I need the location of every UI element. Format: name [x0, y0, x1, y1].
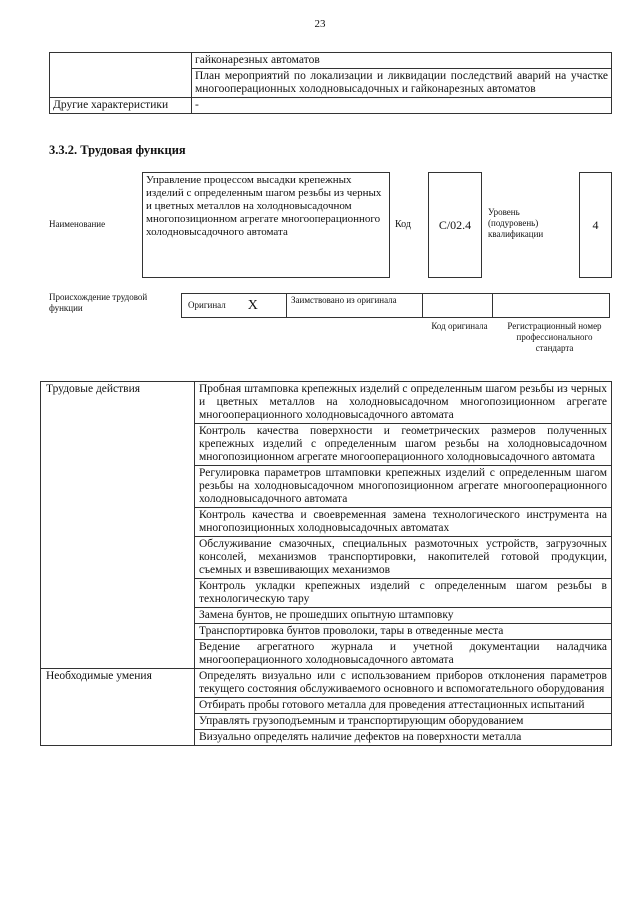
skill-item: Управлять грузоподъемным и транспортирующим оборудованием	[195, 714, 611, 730]
level-label: Уровень (подуровень) квалификации	[488, 207, 544, 239]
origin-label: Происхождение трудовой функции	[49, 292, 148, 313]
actions-cell	[195, 382, 612, 669]
code-label: Код	[395, 219, 411, 230]
continuation-row-2: План мероприятий по локализации и ликвидации последствий аварий на участке многооперационных холодновысадочных и гайконарезных автоматов	[192, 69, 612, 98]
action-item: Обслуживание смазочных, специальных размоточных устройств, загрузочных консолей, механизмов транспортировки, накопителей готовой продукции, съемных и взвешивающих механизмов	[195, 537, 611, 579]
action-item: Ведение агрегатного журнала и учетной документации наладчика многооперационного холодновысадочного автомата	[199, 641, 607, 666]
actions-label: Трудовые действия	[41, 382, 195, 669]
action-item: Контроль качества поверхности и геометрических размеров полученных крепежных изделий с определенным шагом резьбы на холодновысадочном многопозиционном агрегате многооперационного холодновысадочного автомата	[195, 424, 611, 466]
action-item: Контроль качества и своевременная замена технологического инструмента на многопозиционных холодновысадочных автоматах	[195, 508, 611, 537]
skills-list	[195, 669, 611, 745]
skills-cell	[195, 669, 612, 746]
function-name-box: Управление процессом высадки крепежных изделий с определенным шагом резьбы из черных и цветных металлов на холодновысадочном многопозиционном агрегате многооперационного холодновысадочного автомата	[142, 172, 390, 278]
action-item: Замена бунтов, не прошедших опытную штамповку	[195, 608, 611, 624]
other-characteristics-value: -	[192, 98, 612, 114]
actions-list	[195, 382, 611, 668]
registration-number-cell	[492, 293, 610, 318]
code-original-caption: Код оригинала	[431, 321, 488, 331]
action-item: Регулировка параметров штамповки крепежных изделий с определенным шагом резьбы на холодновысадочном многопозиционном агрегате многооперационного холодновысадочного автомата	[195, 466, 611, 508]
action-item: Транспортировка бунтов проволоки, тары в отведенные места	[195, 624, 611, 640]
registration-caption: Регистрационный номер профессионального стандарта	[507, 321, 602, 353]
other-characteristics-label: Другие характеристики	[50, 98, 192, 114]
original-label: Оригинал	[188, 300, 226, 310]
name-label: Наименование	[49, 219, 106, 229]
skill-item: Отбирать пробы готового металла для проведения аттестационных испытаний	[195, 698, 611, 714]
original-cell	[181, 293, 287, 318]
skill-item: Визуально определять наличие дефектов на поверхности металла	[199, 731, 522, 743]
skill-item: Определять визуально или с использованием приборов отклонения параметров текущего состояния обслуживаемого основного и вспомогательного оборудования	[195, 669, 611, 698]
level-value-box: 4	[579, 172, 612, 278]
borrowed-cell: Заимствовано из оригинала	[286, 293, 423, 318]
skills-label: Необходимые умения	[41, 669, 195, 746]
continuation-table	[49, 52, 612, 114]
origin-row	[182, 293, 612, 318]
original-code-cell	[422, 293, 493, 318]
original-mark: X	[247, 297, 258, 313]
continuation-row-1: гайконарезных автоматов	[192, 53, 612, 69]
code-value-box: С/02.4	[428, 172, 482, 278]
empty-label-cell	[50, 53, 192, 98]
page-number: 23	[314, 18, 326, 30]
function-details-table	[40, 381, 612, 746]
action-item: Пробная штамповка крепежных изделий с определенным шагом резьбы из черных и цветных металлов на холодновысадочном многопозиционном агрегате многооперационного холодновысадочного автомата	[195, 382, 611, 424]
action-item: Контроль укладки крепежных изделий с определенным шагом резьбы в технологическую тару	[195, 579, 611, 608]
section-heading: 3.3.2. Трудовая функция	[49, 143, 186, 157]
